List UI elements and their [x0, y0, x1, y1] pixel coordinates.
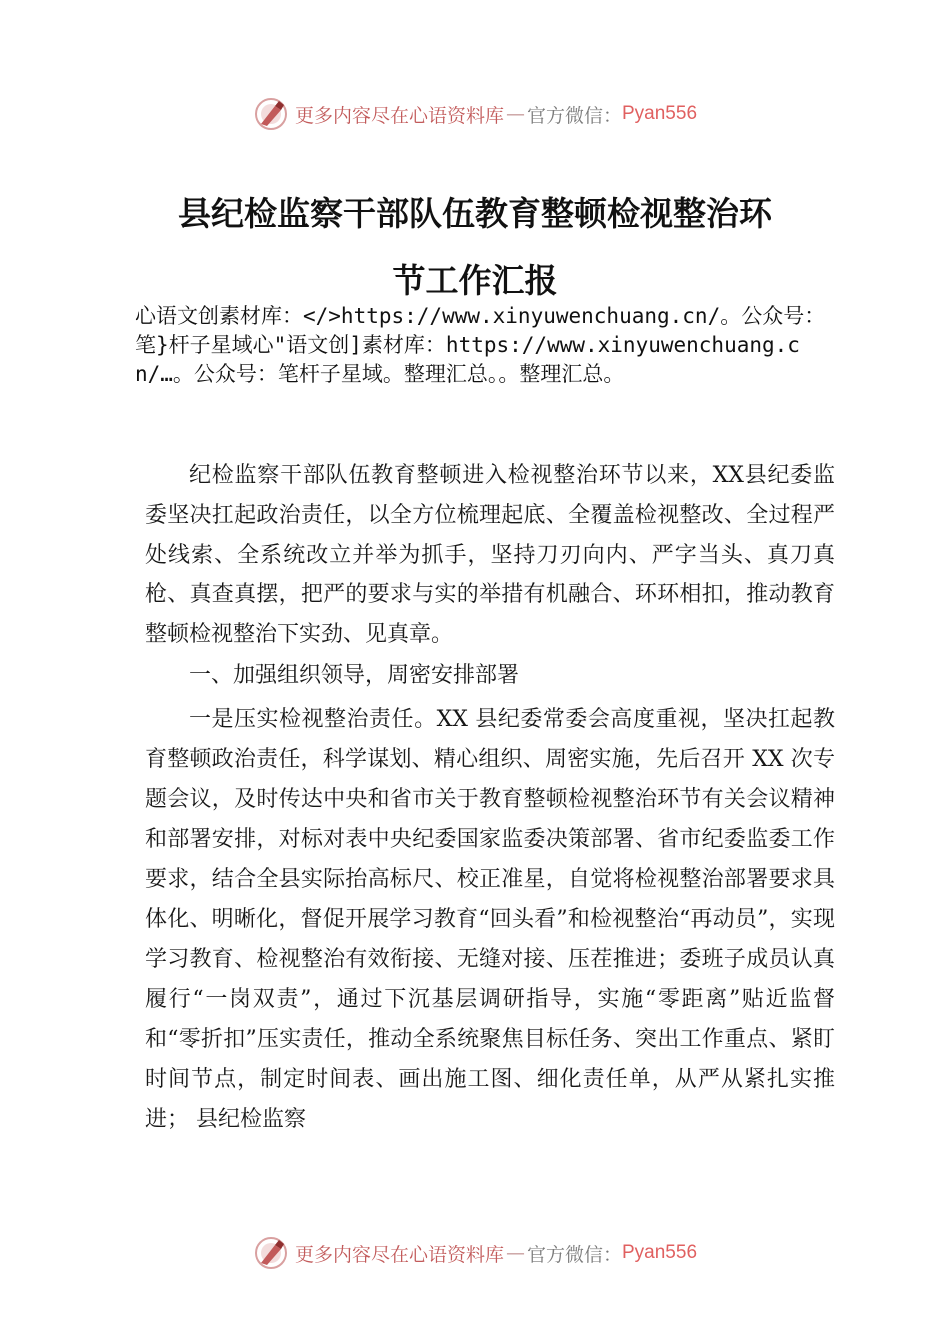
document-title-line2: 节工作汇报 [392, 261, 558, 300]
pen-nib-icon [253, 1235, 289, 1271]
banner-wechat-id: Pyan556 [622, 103, 698, 124]
document-body [145, 456, 835, 1140]
paragraph-intro: 纪检监察干部队伍教育整顿进入检视整治环节以来，XX县纪委监委坚决扛起政治责任，以全方位梳理起底、全覆盖检视整改、全过程严处线索、全系统改立并举为抓手，坚持刀刃向内、严字当头、真刀真枪、真查真摆，把严的要求与实的举措有机融合、环环相扣，推动教育整顿检视整治下实劲、见真章。 [145, 463, 835, 648]
paragraph-responsibility: 一是压实检视整治责任。XX 县纪委常委会高度重视，坚决扛起教育整顿政治责任，科学谋划、精心组织、周密实施，先后召开 XX 次专题会议，及时传达中央和省市关于教育整顿检视整治环节有关会议精神和部署安排，对标对表中央纪委国家监委决策部署、省市纪委监委工作要求，结合全县实际抬高标尺、校正准星，自觉将检视整治部署要求具体化、明晰化，督促开展学习教育“回头看”和检视整治“再动员”，实现学习教育、检视整治有效衔接、无缝对接、压茬推进；委班子成员认真履行“一岗双责”，通过下沉基层调研指导，实施“零距离”贴近监督和“零折扣”压实责任，推动全系统聚焦目标任务、突出工作重点、紧盯时间节点，制定时间表、画出施工图、细化责任单，从严从紧扎实推进； 县纪检监察 [145, 706, 835, 1132]
banner-text: 更多内容尽在心语资料库 [294, 104, 504, 127]
banner-wechat-id: Pyan556 [622, 1242, 698, 1263]
banner-wechat-label: 官方微信： [526, 1243, 622, 1266]
pen-nib-icon [253, 96, 289, 132]
source-note: 心语文创素材库：</>https://www.xinyuwenchuang.cn/。公众号：笔}杆子星域心"语文创]素材库：https://www.xinyuwenchuang.cn/…。公众号：笔杆子星域。整理汇总。。整理汇总。 [135, 304, 826, 386]
footer-banner [0, 1231, 950, 1275]
banner-text: 更多内容尽在心语资料库 [294, 1243, 504, 1266]
banner-dash: — [505, 1242, 525, 1264]
banner-wechat-label: 官方微信： [526, 104, 622, 127]
section-heading-1: 一、加强组织领导，周密安排部署 [189, 662, 520, 688]
banner-dash: — [505, 103, 525, 125]
document-title-line1: 县纪检监察干部队伍教育整顿检视整治环 [178, 194, 772, 233]
header-banner [0, 92, 950, 136]
